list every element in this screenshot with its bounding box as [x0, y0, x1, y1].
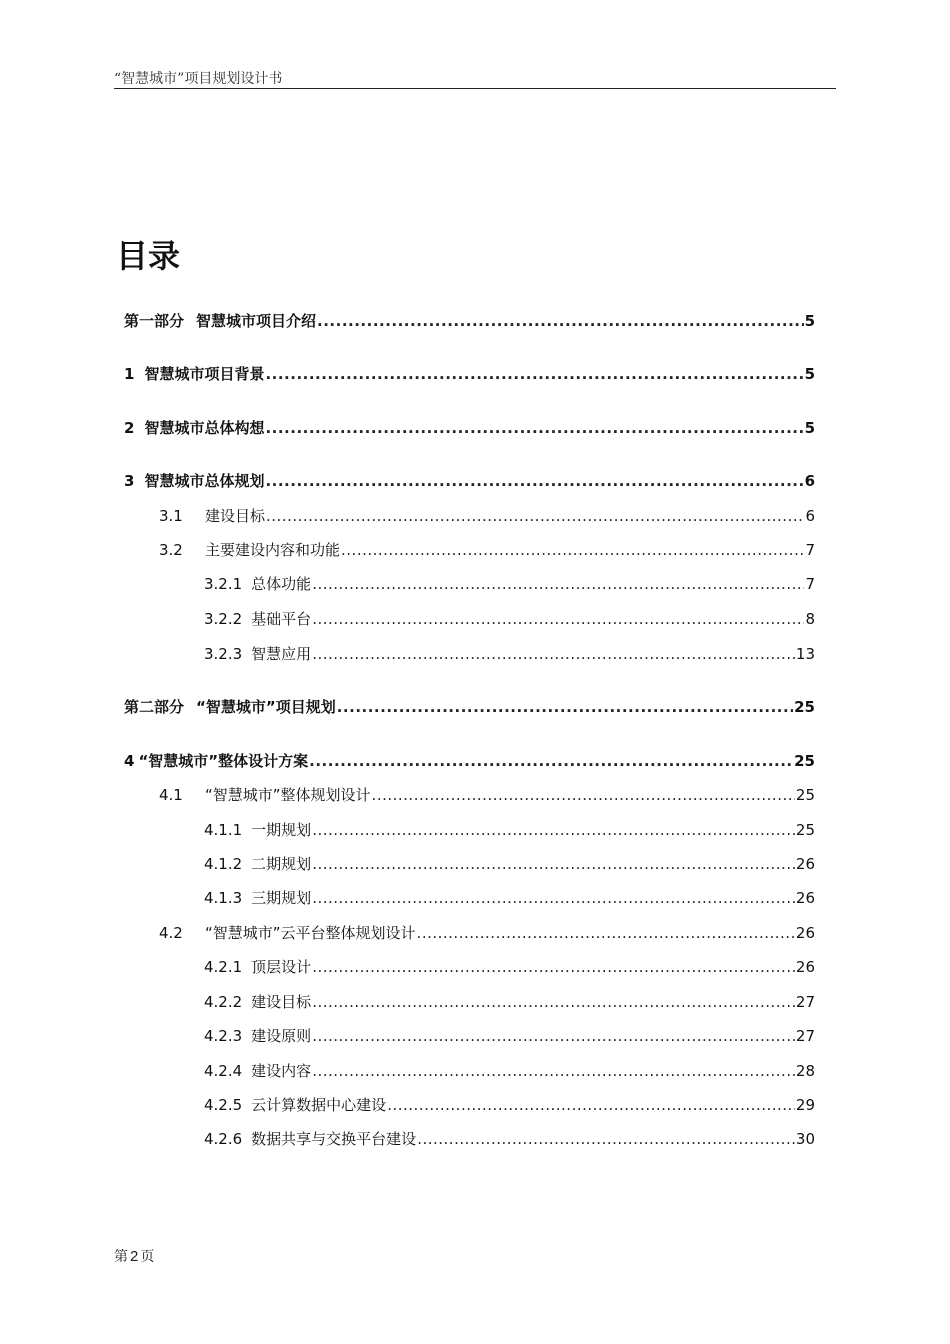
toc-entry-page: 5: [804, 312, 815, 330]
toc-entry-number: 4.1.2: [204, 855, 243, 873]
toc-dot-leader: [417, 922, 795, 944]
toc-dot-leader: [312, 819, 795, 841]
toc-entry-title: 智慧城市总体规划: [144, 472, 265, 490]
toc-entry-part-2[interactable]: [124, 696, 815, 718]
toc-entry-title: 建设目标: [251, 993, 312, 1011]
toc-entry-number: 3.2.1: [204, 575, 243, 593]
toc-entry-title: 二期规划: [251, 855, 312, 873]
toc-entry-number: 4.2.4: [204, 1062, 243, 1080]
toc-entry-number: 4.2.6: [204, 1130, 243, 1148]
toc-entry-title: 顶层设计: [251, 958, 312, 976]
toc-entry-number: 4.2.3: [204, 1027, 243, 1045]
toc-dot-leader: [317, 310, 804, 332]
toc-entry-number: 3: [124, 472, 135, 490]
toc-entry-page: 30: [795, 1130, 815, 1148]
toc-entry-title: “智慧城市”项目规划: [196, 698, 336, 716]
toc-dot-leader: [312, 608, 804, 630]
toc-dot-leader: [312, 643, 795, 665]
toc-entry-4-2-1[interactable]: [204, 956, 815, 978]
toc-entry-title: 数据共享与交换平台建设: [251, 1130, 417, 1148]
toc-entry-page: 27: [795, 993, 815, 1011]
toc-dot-leader: [265, 417, 803, 439]
toc-entry-4-1-2[interactable]: [204, 853, 815, 875]
toc-entry-page: 5: [804, 365, 815, 383]
toc-entry-page: 26: [795, 889, 815, 907]
toc-entry-title: 智慧城市项目背景: [144, 365, 265, 383]
toc-entry-4-2-6[interactable]: [204, 1128, 815, 1150]
toc-entry-number: 4.1.1: [204, 821, 243, 839]
toc-entry-title: 建设目标: [205, 507, 266, 525]
header-title: “智慧城市”项目规划设计书: [114, 71, 283, 87]
toc-entry-4-2-2[interactable]: [204, 991, 815, 1013]
toc-entry-page: 26: [795, 924, 815, 942]
toc-entry-page: 6: [804, 472, 815, 490]
toc-dot-leader: [312, 956, 795, 978]
toc-entry-2[interactable]: [124, 417, 815, 439]
toc-entry-title: 云计算数据中心建设: [251, 1096, 387, 1114]
toc-entry-3-2-3[interactable]: [204, 643, 815, 665]
toc-entry-title: 智慧城市项目介绍: [196, 312, 317, 330]
toc-entry-title: 主要建设内容和功能: [205, 541, 341, 559]
toc-dot-leader: [341, 539, 804, 561]
toc-entry-title: 智慧应用: [251, 645, 312, 663]
toc-entry-number: 第二部分: [124, 698, 185, 716]
toc-entry-page: 25: [795, 786, 815, 804]
toc-entry-page: 28: [795, 1062, 815, 1080]
toc-dot-leader: [309, 750, 793, 772]
toc-dot-leader: [265, 363, 803, 385]
toc-dot-leader: [312, 1025, 795, 1047]
toc-entry-page: 26: [795, 958, 815, 976]
toc-entry-page: 26: [795, 855, 815, 873]
toc-entry-title: 一期规划: [251, 821, 312, 839]
toc-entry-title: “智慧城市”整体规划设计: [205, 786, 371, 804]
toc-entry-4-2[interactable]: [159, 922, 815, 944]
toc-entry-3-2-1[interactable]: [204, 573, 815, 595]
toc-dot-leader: [372, 784, 795, 806]
toc-entry-number: 2: [124, 419, 135, 437]
toc-entry-page: 7: [805, 541, 815, 559]
toc-title: 目录: [116, 237, 181, 275]
toc-entry-title: 总体功能: [251, 575, 312, 593]
toc-entry-title: 基础平台: [251, 610, 312, 628]
toc-entry-page: 6: [805, 507, 815, 525]
toc-entry-page: 5: [804, 419, 815, 437]
toc-entry-number: 3.2.3: [204, 645, 243, 663]
footer-suffix: 页: [140, 1249, 155, 1265]
toc-entry-title: “智慧城市”整体设计方案: [138, 752, 309, 770]
toc-entry-number: 1: [124, 365, 135, 383]
page-footer: [114, 1246, 154, 1266]
toc-entry-number: 4.2: [159, 924, 183, 942]
toc-entry-page: 7: [805, 575, 815, 593]
toc-entry-title: 三期规划: [251, 889, 312, 907]
toc-dot-leader: [312, 853, 795, 875]
toc-entry-3[interactable]: [124, 470, 815, 492]
footer-prefix: 第: [114, 1249, 128, 1265]
toc-entry-4[interactable]: [124, 750, 815, 772]
toc-entry-title: 智慧城市总体构想: [144, 419, 265, 437]
toc-entry-4-2-4[interactable]: [204, 1060, 815, 1082]
toc-entry-number: 4.1: [159, 786, 183, 804]
toc-entry-number: 4.1.3: [204, 889, 243, 907]
toc-entry-title: 建设原则: [251, 1027, 312, 1045]
toc-dot-leader: [387, 1094, 795, 1116]
toc-dot-leader: [312, 887, 795, 909]
toc-entry-number: 3.2.2: [204, 610, 243, 628]
toc-entry-4-1[interactable]: [159, 784, 815, 806]
toc-dot-leader: [337, 696, 793, 718]
toc-entry-title: “智慧城市”云平台整体规划设计: [205, 924, 416, 942]
toc-entry-number: 4.2.2: [204, 993, 243, 1011]
toc-entry-number: 4: [124, 752, 135, 770]
toc-entry-page: 27: [795, 1027, 815, 1045]
toc-entry-page: 8: [805, 610, 815, 628]
toc-dot-leader: [312, 573, 804, 595]
footer-page-number: 2: [130, 1248, 139, 1265]
toc-entry-1[interactable]: [124, 363, 815, 385]
toc-entry-part-1[interactable]: [124, 310, 815, 332]
toc-entry-page: 25: [795, 821, 815, 839]
toc-entry-3-2-2[interactable]: [204, 608, 815, 630]
toc-entry-number: 4.2.1: [204, 958, 243, 976]
toc-entry-4-1-1[interactable]: [204, 819, 815, 841]
toc-entry-3-1[interactable]: [159, 505, 815, 527]
toc-entry-4-2-3[interactable]: [204, 1025, 815, 1047]
toc-entry-3-2[interactable]: [159, 539, 815, 561]
toc-entry-4-2-5[interactable]: [204, 1094, 815, 1116]
toc-dot-leader: [265, 470, 803, 492]
toc-dot-leader: [312, 1060, 795, 1082]
toc-entry-page: 13: [795, 645, 815, 663]
toc-entry-title: 建设内容: [251, 1062, 312, 1080]
toc-entry-page: 25: [794, 752, 815, 770]
toc-entry-page: 29: [795, 1096, 815, 1114]
toc-entry-number: 3.1: [159, 507, 183, 525]
toc-entry-number: 第一部分: [124, 312, 185, 330]
toc-entry-page: 25: [794, 698, 815, 716]
toc-dot-leader: [417, 1128, 795, 1150]
toc-dot-leader: [312, 991, 795, 1013]
toc-dot-leader: [266, 505, 804, 527]
toc-entry-4-1-3[interactable]: [204, 887, 815, 909]
toc-entry-number: 3.2: [159, 541, 183, 559]
toc-entry-number: 4.2.5: [204, 1096, 243, 1114]
